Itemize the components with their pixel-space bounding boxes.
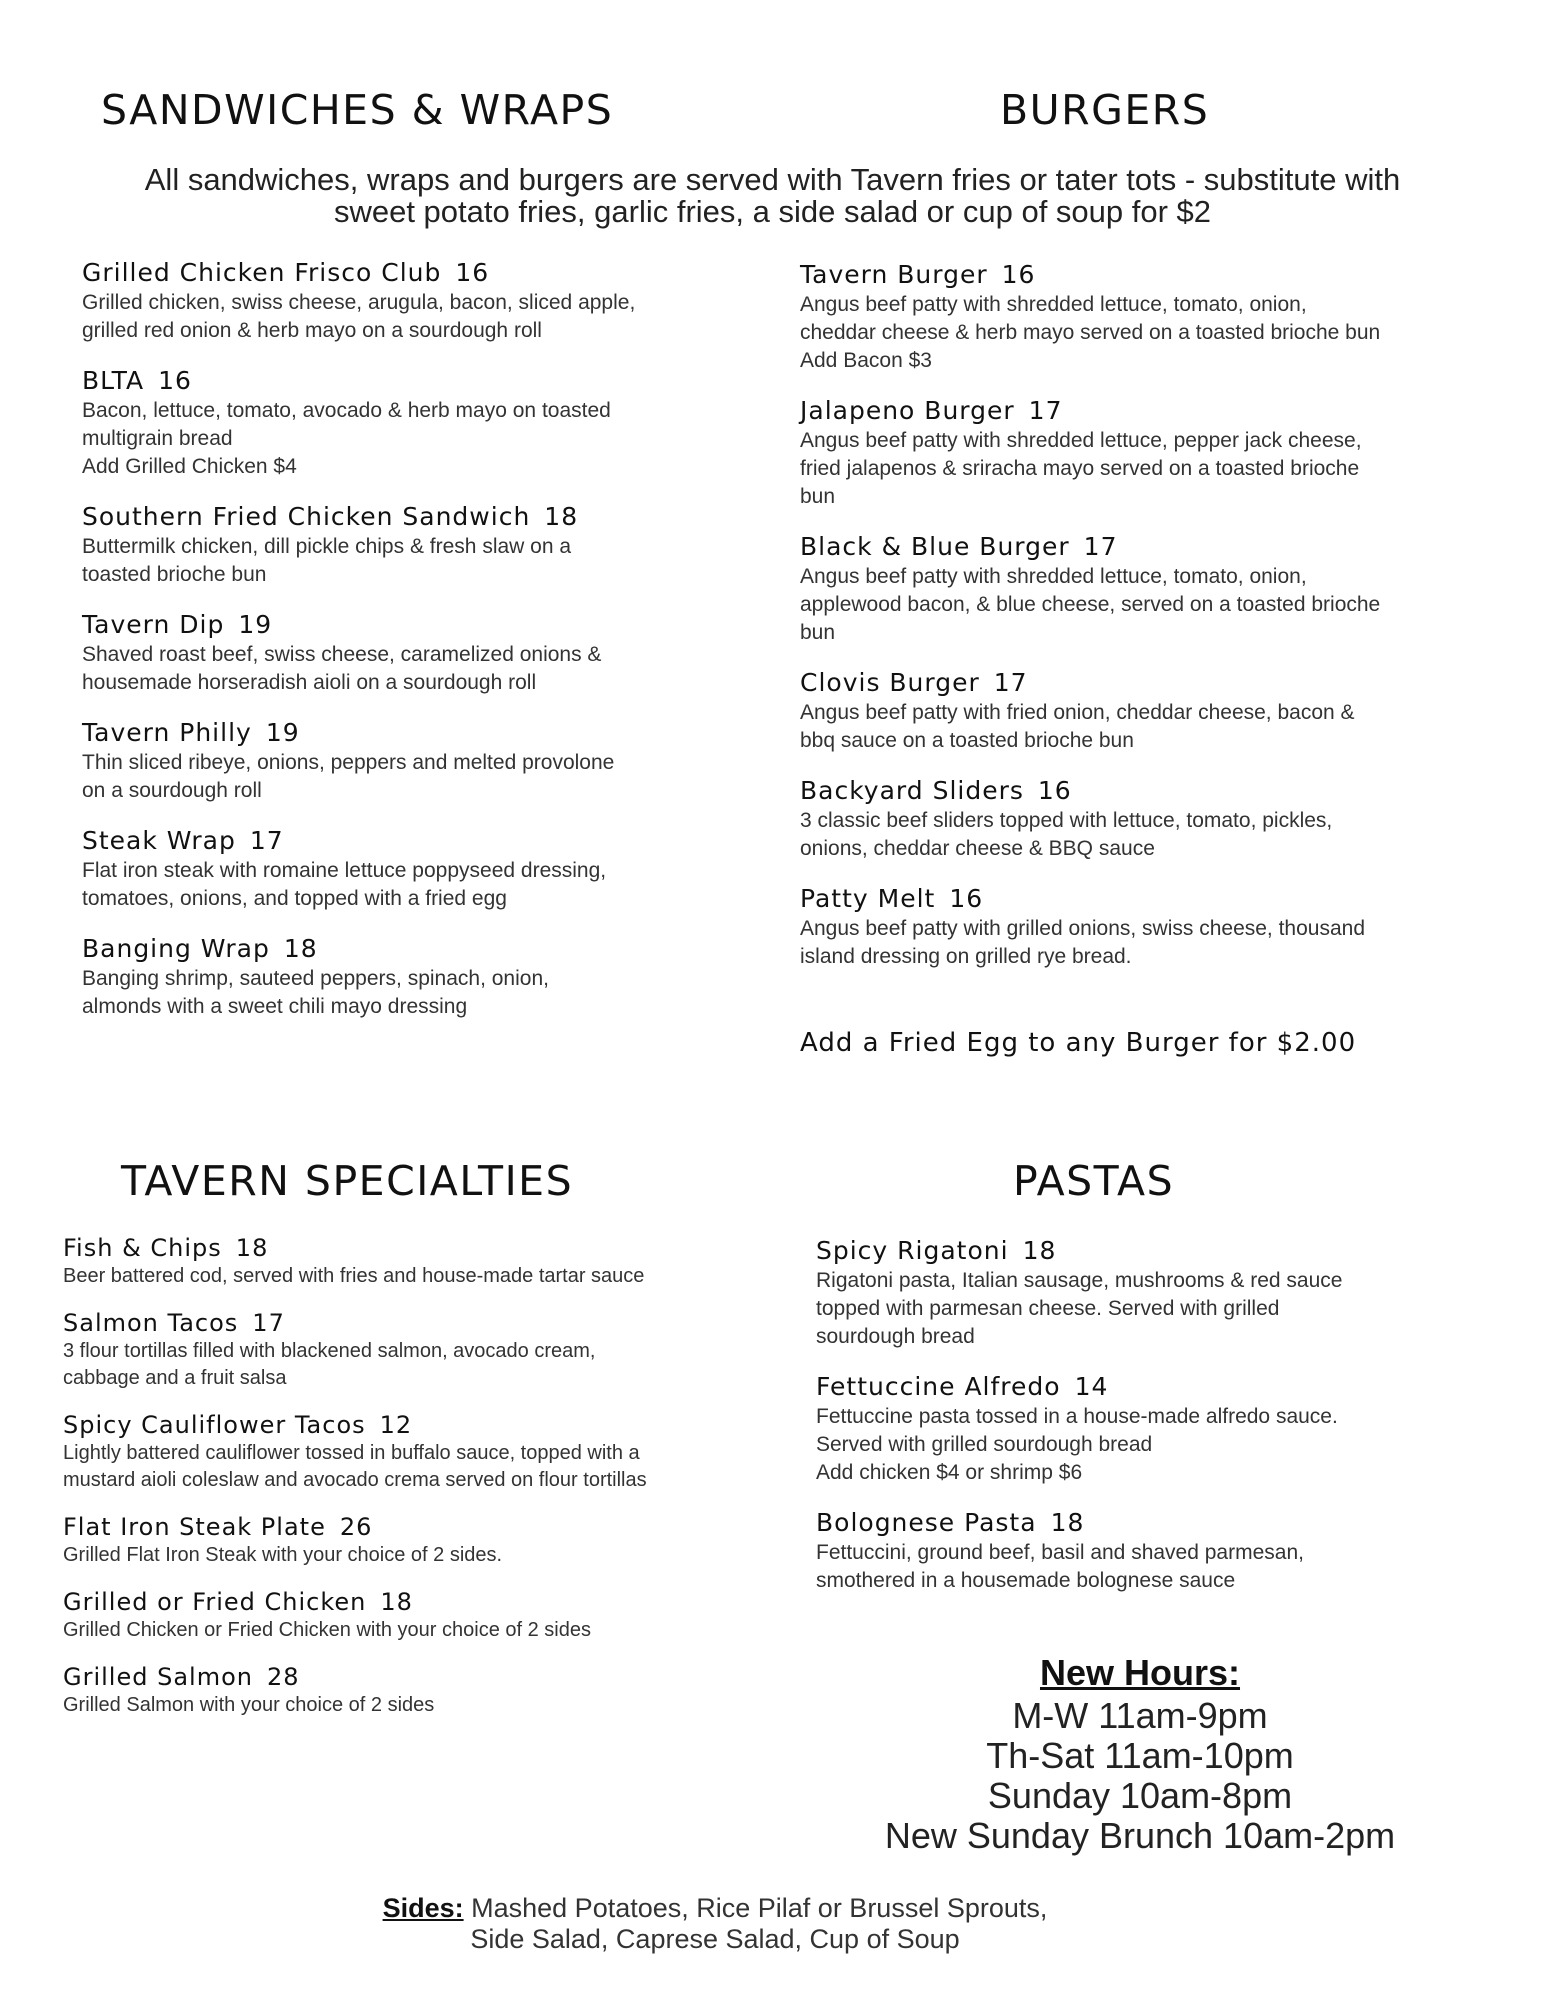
menu-item-price: 18 [283,934,318,963]
menu-item-description-line: Thin sliced ribeye, onions, peppers and melted provolone [82,751,615,774]
pastas-list [816,1235,1496,1615]
menu-item-header [800,883,1500,915]
menu-item-name: Backyard Sliders [800,776,1024,805]
menu-item-description-line: sourdough bread [816,1325,975,1348]
menu-item-description [800,699,1500,755]
menu-item-price: 16 [1001,260,1036,289]
menu-item [63,1587,783,1644]
menu-item-description [82,857,782,913]
menu-item-description-line: 3 flour tortillas filled with blackened salmon, avocado cream, [63,1340,596,1362]
menu-item [800,667,1500,755]
menu-item-description-line: on a sourdough roll [82,779,262,802]
menu-item-description-line: Grilled Chicken or Fried Chicken with your choice of 2 sides [63,1619,591,1641]
menu-item-price: 18 [235,1234,269,1262]
menu-item-header [82,717,782,749]
menu-item [82,609,782,697]
menu-item-description-line: Banging shrimp, sauteed peppers, spinach, onion, [82,967,549,990]
menu-item-price: 19 [265,718,300,747]
menu-item-price: 18 [380,1588,413,1616]
menu-item-name: Fettuccine Alfredo [816,1372,1061,1401]
burger-note-wrap [800,1022,1500,1058]
menu-item-name: Southern Fried Chicken Sandwich [82,502,531,531]
intro-line: All sandwiches, wraps and burgers are served with Tavern fries or tater tots - substitute with [144,162,1401,197]
menu-item-description [800,563,1500,647]
menu-item-price: 17 [252,1309,285,1337]
menu-item-description-line: Add Bacon $3 [800,349,932,372]
menu-item-description [82,397,782,481]
menu-item [82,825,782,913]
menu-item [63,1512,783,1569]
menu-item-description-line: Angus beef patty with grilled onions, swiss cheese, thousand [800,917,1366,940]
sides-text: Mashed Potatoes, Rice Pilaf or Brussel Sprouts, [471,1893,1048,1923]
menu-item-description-line: Lightly battered cauliflower tossed in buffalo sauce, topped with a [63,1442,640,1464]
menu-item-description-line: smothered in a housemade bolognese sauce [816,1569,1236,1592]
menu-item [800,775,1500,863]
menu-item-description-line: Add chicken $4 or shrimp $6 [816,1461,1083,1484]
menu-item-description-line: 3 classic beef sliders topped with lettuce, tomato, pickles, [800,809,1333,832]
menu-item-price: 16 [1037,776,1072,805]
menu-item-description [63,1617,783,1644]
menu-item [800,395,1500,511]
menu-item-description [800,915,1500,971]
menu-item-description-line: bun [800,485,836,508]
menu-item-description [82,965,782,1021]
menu-item-description [82,289,782,345]
sides-line: Side Salad, Caprese Salad, Cup of Soup [470,1924,960,1954]
menu-item-description-line: bbq sauce on a toasted brioche bun [800,729,1134,752]
menu-item-header [816,1371,1496,1403]
menu-item-description-line: cheddar cheese & herb mayo served on a toasted brioche bun [800,321,1381,344]
menu-item-description-line: multigrain bread [82,427,233,450]
menu-item-header [63,1410,783,1440]
menu-item [63,1662,783,1719]
menu-item-description-line: Served with grilled sourdough bread [816,1433,1153,1456]
menu-item-header [63,1512,783,1542]
menu-item-header [800,531,1500,563]
menu-item-name: Bolognese Pasta [816,1508,1037,1537]
menu-item-name: Patty Melt [800,884,936,913]
menu-item-name: Grilled or Fried Chicken [63,1588,367,1616]
menu-item-price: 17 [249,826,284,855]
menu-item-header [816,1235,1496,1267]
menu-item [82,933,782,1021]
menu-item-description-line: bun [800,621,836,644]
menu-item-price: 17 [1028,396,1063,425]
menu-item-description-line: Shaved roast beef, swiss cheese, caramelized onions & [82,643,602,666]
menu-item [800,259,1500,375]
burger-note: Add a Fried Egg to any Burger for $2.00 [800,1028,1357,1058]
menu-item-description-line: Fettuccine pasta tossed in a house-made alfredo sauce. [816,1405,1338,1428]
menu-item [82,257,782,345]
menu-item-description-line: grilled red onion & herb mayo on a sourdough roll [82,319,542,342]
menu-item-description-line: tomatoes, onions, and topped with a fried egg [82,887,507,910]
menu-item-description-line: Angus beef patty with fried onion, cheddar cheese, bacon & [800,701,1355,724]
menu-item-name: Tavern Dip [82,610,225,639]
menu-item-description-line: housemade horseradish aioli on a sourdough roll [82,671,537,694]
menu-item-description-line: Grilled Salmon with your choice of 2 sides [63,1694,435,1716]
menu-item-price: 17 [1083,532,1118,561]
sides-line [300,1893,1130,1924]
menu-item-description-line: toasted brioche bun [82,563,267,586]
menu-item-header [63,1308,783,1338]
menu-item-description-line: Angus beef patty with shredded lettuce, tomato, onion, [800,565,1307,588]
menu-item-name: Spicy Rigatoni [816,1236,1009,1265]
menu-item-description-line: Grilled Flat Iron Steak with your choice of 2 sides. [63,1544,503,1566]
menu-item-description-line: topped with parmesan cheese. Served with grilled [816,1297,1280,1320]
menu-item-description-line: fried jalapenos & sriracha mayo served on a toasted brioche [800,457,1360,480]
menu-item-description [63,1692,783,1719]
menu-item-description [816,1267,1496,1351]
specialties-heading: TAVERN SPECIALTIES [121,1157,574,1205]
menu-item-description-line: Flat iron steak with romaine lettuce poppyseed dressing, [82,859,607,882]
menu-item-name: Spicy Cauliflower Tacos [63,1411,366,1439]
menu-item-price: 14 [1074,1372,1109,1401]
menu-item-name: Tavern Philly [82,718,252,747]
intro-note [60,164,1485,228]
menu-item-description-line: Rigatoni pasta, Italian sausage, mushrooms & red sauce [816,1269,1343,1292]
menu-item-name: Clovis Burger [800,668,980,697]
menu-item-price: 18 [1022,1236,1057,1265]
menu-item-price: 18 [544,502,579,531]
menu-item-description-line: island dressing on grilled rye bread. [800,945,1132,968]
burgers-list [800,259,1500,991]
menu-item-header [800,395,1500,427]
menu-item-description [63,1263,783,1290]
menu-item-header [800,259,1500,291]
hours-title: New Hours: [1039,1652,1241,1693]
menu-item [63,1308,783,1392]
menu-item-price: 18 [1050,1508,1085,1537]
menu-item-description-line: Beer battered cod, served with fries and house-made tartar sauce [63,1265,645,1287]
menu-item-description-line: Angus beef patty with shredded lettuce, tomato, onion, [800,293,1307,316]
menu-item-price: 16 [158,366,192,395]
menu-item-header [82,501,782,533]
menu-item-description [82,533,782,589]
menu-item-price: 16 [455,258,490,287]
menu-item [800,883,1500,971]
menu-item [816,1371,1496,1487]
hours-line: New Sunday Brunch 10am-2pm [884,1815,1396,1856]
menu-item-header [82,257,782,289]
menu-item [63,1233,783,1290]
menu-item-description [816,1403,1496,1487]
menu-item [800,531,1500,647]
menu-item-description [63,1338,783,1392]
menu-item-description-line: applewood bacon, & blue cheese, served on a toasted brioche [800,593,1381,616]
menu-item-name: Banging Wrap [82,934,270,963]
menu-item-name: Jalapeno Burger [800,396,1015,425]
menu-item-description [816,1539,1496,1595]
hours-block [840,1650,1440,1856]
menu-item-header [82,365,782,397]
menu-item-description-line: Fettuccini, ground beef, basil and shaved parmesan, [816,1541,1304,1564]
menu-item-name: Grilled Salmon [63,1663,253,1691]
menu-item [82,365,782,481]
intro-line: sweet potato fries, garlic fries, a side salad or cup of soup for $2 [333,194,1212,229]
menu-item-description [800,291,1500,375]
menu-item-description [800,807,1500,863]
menu-item-description-line: Add Grilled Chicken $4 [82,455,297,478]
menu-item-price: 12 [379,1411,413,1439]
menu-item-description-line: Buttermilk chicken, dill pickle chips & fresh slaw on a [82,535,572,558]
menu-item-description [800,427,1500,511]
sandwiches-heading: SANDWICHES & WRAPS [101,86,614,134]
menu-item [63,1410,783,1494]
menu-item [82,717,782,805]
menu-item-description [82,749,782,805]
pastas-heading: PASTAS [1013,1157,1175,1205]
menu-item-header [63,1233,783,1263]
menu-item-header [63,1662,783,1692]
menu-item-description-line: almonds with a sweet chili mayo dressing [82,995,468,1018]
specialties-list [63,1233,783,1737]
menu-item-name: Grilled Chicken Frisco Club [82,258,442,287]
menu-item-header [63,1587,783,1617]
menu-item-description-line: mustard aioli coleslaw and avocado crema served on flour tortillas [63,1469,647,1491]
menu-item-price: 26 [339,1513,373,1541]
sandwiches-list [82,257,782,1041]
menu-item [816,1507,1496,1595]
burgers-heading: BURGERS [1000,86,1210,134]
hours-line: Sunday 10am-8pm [987,1775,1293,1816]
sides-block [300,1893,1130,1955]
menu-item-header [82,825,782,857]
menu-item-header [82,933,782,965]
menu-item-price: 19 [238,610,273,639]
menu-item-description [63,1542,783,1569]
menu-item-name: BLTA [82,366,145,395]
menu-item-description-line: Grilled chicken, swiss cheese, arugula, bacon, sliced apple, [82,291,636,314]
menu-item-name: Flat Iron Steak Plate [63,1513,326,1541]
menu-item-description [63,1440,783,1494]
menu-item-price: 16 [949,884,984,913]
hours-line: Th-Sat 11am-10pm [986,1735,1294,1776]
menu-item-header [800,667,1500,699]
menu-item-description-line: Bacon, lettuce, tomato, avocado & herb mayo on toasted [82,399,611,422]
menu-item-name: Tavern Burger [800,260,988,289]
menu-item-header [800,775,1500,807]
menu-item-header [82,609,782,641]
sides-label: Sides: [382,1893,464,1923]
menu-item-description-line: onions, cheddar cheese & BBQ sauce [800,837,1155,860]
menu-item [816,1235,1496,1351]
menu-item-description [82,641,782,697]
menu-item-name: Salmon Tacos [63,1309,239,1337]
hours-line: M-W 11am-9pm [1012,1695,1268,1736]
menu-item-description-line: cabbage and a fruit salsa [63,1367,287,1389]
menu-item-name: Fish & Chips [63,1234,222,1262]
menu-item-header [816,1507,1496,1539]
menu-item [82,501,782,589]
menu-item-name: Black & Blue Burger [800,532,1070,561]
menu-item-description-line: Angus beef patty with shredded lettuce, pepper jack cheese, [800,429,1362,452]
menu-item-price: 17 [993,668,1028,697]
menu-item-name: Steak Wrap [82,826,236,855]
menu-item-price: 28 [266,1663,300,1691]
